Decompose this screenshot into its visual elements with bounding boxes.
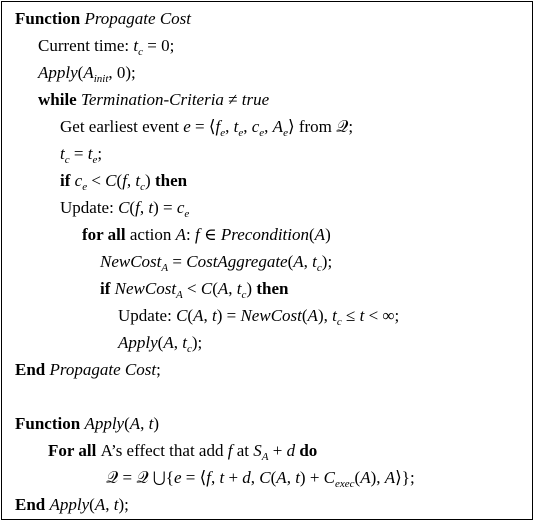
line-segment: e bbox=[259, 127, 265, 139]
line-segment: for all bbox=[82, 225, 130, 244]
line-segment: ) bbox=[145, 171, 155, 190]
line-segment: ( bbox=[354, 468, 361, 487]
line-segment: Propagate Cost bbox=[84, 9, 192, 28]
line-segment: ( bbox=[129, 198, 136, 217]
line-segment: Update: bbox=[118, 306, 177, 325]
line-segment: t bbox=[236, 279, 242, 298]
line-segment: : bbox=[186, 225, 196, 244]
line-segment: if bbox=[100, 279, 115, 298]
line-segment: , bbox=[228, 279, 237, 298]
line-segment: < bbox=[87, 171, 106, 190]
line-segment: < ∞; bbox=[364, 306, 400, 325]
line-segment: = bbox=[69, 144, 88, 163]
line-segment: f bbox=[195, 225, 200, 244]
line-segment: ( bbox=[287, 252, 294, 271]
line-segment: f bbox=[135, 198, 140, 217]
line-segment: For all bbox=[48, 441, 101, 460]
line-update-cost bbox=[60, 198, 189, 218]
line-segment: t bbox=[312, 252, 317, 271]
line-segment: ( bbox=[116, 171, 123, 190]
line-segment: ), bbox=[317, 306, 333, 325]
line-end-apply bbox=[15, 495, 129, 515]
line-for-all-effects bbox=[48, 441, 317, 461]
line-segment: C bbox=[105, 171, 117, 190]
line-tc-equals-te bbox=[60, 144, 102, 164]
line-segment: , bbox=[225, 117, 234, 136]
line-segment: ); bbox=[118, 495, 129, 514]
line-segment: then bbox=[154, 171, 188, 190]
line-if-newcost bbox=[100, 279, 288, 299]
line-segment: = 0; bbox=[143, 36, 175, 55]
line-segment: C bbox=[259, 468, 271, 487]
line-segment: ( bbox=[187, 306, 194, 325]
line-segment: Apply bbox=[84, 414, 125, 433]
line-segment: A bbox=[261, 451, 269, 463]
line-segment: e bbox=[220, 127, 226, 139]
line-segment: ; bbox=[156, 360, 161, 379]
line-segment: = bbox=[118, 468, 137, 487]
line-segment: do bbox=[295, 441, 318, 460]
line-segment: t bbox=[87, 144, 93, 163]
line-segment: t bbox=[219, 468, 225, 487]
line-segment: t bbox=[359, 306, 365, 325]
line-segment: Propagate Cost bbox=[49, 360, 157, 379]
line-segment: c bbox=[186, 343, 192, 355]
line-segment: t bbox=[332, 306, 337, 325]
line-segment: A bbox=[163, 333, 174, 352]
line-segment: , bbox=[126, 171, 136, 190]
line-segment: c bbox=[176, 198, 185, 217]
line-while bbox=[38, 90, 269, 110]
line-segment: d bbox=[286, 441, 296, 460]
line-newcost-assign bbox=[100, 252, 332, 272]
line-segment: ≠ bbox=[223, 90, 242, 109]
line-segment: = ⟨ bbox=[181, 468, 207, 487]
line-queue-union bbox=[106, 468, 415, 488]
line-segment: e bbox=[238, 127, 244, 139]
line-segment: Get earliest event bbox=[60, 117, 184, 136]
line-segment: ; bbox=[97, 144, 103, 163]
line-segment: t bbox=[233, 117, 239, 136]
line-segment: ) = bbox=[153, 198, 177, 217]
line-segment: c bbox=[74, 171, 83, 190]
line-segment: c bbox=[64, 154, 70, 166]
line-segment: ( bbox=[124, 414, 130, 433]
line-segment: , bbox=[173, 333, 183, 352]
line-segment: ( bbox=[157, 333, 164, 352]
line-segment: A bbox=[314, 225, 326, 244]
line-segment: t bbox=[60, 144, 65, 163]
line-segment: C bbox=[176, 306, 188, 325]
line-get-earliest-event bbox=[60, 117, 353, 137]
line-segment: c bbox=[241, 289, 247, 301]
line-apply-init bbox=[38, 63, 136, 83]
line-if-ce bbox=[60, 171, 187, 191]
line-segment: , bbox=[286, 468, 296, 487]
line-segment: , bbox=[243, 117, 252, 136]
line-segment: ) bbox=[325, 225, 331, 244]
line-segment: f bbox=[215, 117, 221, 136]
line-segment: , bbox=[140, 414, 149, 433]
line-segment: e bbox=[283, 127, 288, 139]
line-segment: NewCost bbox=[100, 252, 162, 271]
line-segment: t bbox=[182, 333, 187, 352]
line-segment: End bbox=[15, 495, 50, 514]
line-segment: e bbox=[183, 117, 191, 136]
line-segment: S bbox=[253, 441, 262, 460]
line-segment: d bbox=[242, 468, 251, 487]
algorithm-box bbox=[1, 1, 533, 520]
line-segment: 𝒬 bbox=[336, 117, 349, 136]
line-segment: ∈ bbox=[199, 225, 221, 244]
line-segment: 𝒬 bbox=[136, 468, 149, 487]
line-segment: exec bbox=[335, 478, 355, 490]
line-segment: at bbox=[232, 441, 254, 460]
line-segment: , bbox=[250, 468, 260, 487]
line-segment: c bbox=[140, 181, 146, 193]
line-segment: while bbox=[38, 90, 81, 109]
line-segment: A bbox=[276, 468, 287, 487]
line-segment: Apply bbox=[118, 333, 158, 352]
line-segment: Current time: bbox=[38, 36, 134, 55]
line-for-all-action bbox=[82, 225, 331, 245]
line-segment: A bbox=[175, 225, 187, 244]
line-end-propagate-cost bbox=[15, 360, 161, 380]
line-segment: ); bbox=[321, 252, 333, 271]
line-segment: ( bbox=[89, 495, 95, 514]
line-segment: Apply bbox=[49, 495, 90, 514]
line-segment: ), bbox=[370, 468, 385, 487]
line-segment: A bbox=[217, 279, 229, 298]
line-segment: ( bbox=[301, 306, 308, 325]
line-segment: 𝒬 bbox=[106, 468, 119, 487]
line-segment: A bbox=[307, 306, 318, 325]
line-segment: action bbox=[129, 225, 176, 244]
line-segment: t bbox=[295, 468, 300, 487]
line-segment: ( bbox=[212, 279, 218, 298]
line-segment: A bbox=[272, 117, 284, 136]
line-segment: , bbox=[210, 468, 220, 487]
line-segment: A bbox=[129, 414, 141, 433]
line-segment: C bbox=[323, 468, 336, 487]
line-segment: f bbox=[206, 468, 211, 487]
line-segment: , bbox=[105, 495, 114, 514]
line-segment: Function bbox=[15, 9, 85, 28]
line-segment: ( bbox=[77, 63, 84, 82]
line-update-newcost bbox=[118, 306, 399, 326]
line-segment: ; bbox=[348, 117, 354, 136]
line-segment: + bbox=[224, 468, 243, 487]
line-segment: A bbox=[83, 63, 94, 82]
line-segment: f bbox=[227, 441, 233, 460]
line-segment: A’s effect that add bbox=[100, 441, 228, 460]
line-segment: t bbox=[133, 36, 139, 55]
line-segment: ); bbox=[191, 333, 203, 352]
line-segment: ( bbox=[309, 225, 315, 244]
line-function-propagate-cost bbox=[15, 9, 191, 29]
line-segment: ) bbox=[153, 414, 160, 433]
line-segment: NewCost bbox=[240, 306, 302, 325]
line-segment: init bbox=[93, 73, 109, 85]
line-segment: A bbox=[384, 468, 396, 487]
line-segment: ( bbox=[270, 468, 277, 487]
line-apply-tc bbox=[118, 333, 202, 353]
line-segment: ⟩}; bbox=[395, 468, 415, 487]
line-segment: c bbox=[336, 316, 342, 328]
line-segment: A bbox=[161, 262, 169, 274]
line-segment: ) = bbox=[216, 306, 241, 325]
line-segment: e bbox=[184, 208, 190, 220]
line-segment: c bbox=[316, 262, 322, 274]
line-segment: , bbox=[203, 306, 212, 325]
line-segment: ⋃{ bbox=[148, 468, 174, 487]
line-segment: , 0); bbox=[108, 63, 136, 82]
line-segment: , bbox=[264, 117, 273, 136]
line-segment: Precondition bbox=[220, 225, 309, 244]
line-segment: ≤ bbox=[341, 306, 360, 325]
line-segment: A bbox=[360, 468, 371, 487]
line-segment: t bbox=[148, 414, 154, 433]
line-segment: = bbox=[168, 252, 187, 271]
line-segment: A bbox=[193, 306, 204, 325]
line-segment: ) bbox=[246, 279, 257, 298]
line-segment: ) + bbox=[299, 468, 324, 487]
line-segment: = ⟨ bbox=[190, 117, 216, 136]
line-segment: + bbox=[268, 441, 287, 460]
line-segment: NewCost bbox=[114, 279, 177, 298]
line-segment: f bbox=[122, 171, 127, 190]
line-segment: Function bbox=[15, 414, 85, 433]
line-segment: , bbox=[139, 198, 149, 217]
line-segment: t bbox=[211, 306, 217, 325]
line-segment: c bbox=[138, 46, 143, 58]
line-segment: CostAggregate bbox=[186, 252, 288, 271]
line-segment: Update: bbox=[60, 198, 119, 217]
line-function-apply bbox=[15, 414, 159, 434]
line-segment: A bbox=[94, 495, 106, 514]
line-segment: C bbox=[118, 198, 130, 217]
line-current-time bbox=[38, 36, 174, 56]
line-segment: C bbox=[200, 279, 213, 298]
line-segment: e bbox=[92, 154, 98, 166]
line-segment: Apply bbox=[38, 63, 78, 82]
line-segment: t bbox=[135, 171, 141, 190]
line-segment: ⟩ from bbox=[287, 117, 337, 136]
line-segment: , bbox=[303, 252, 313, 271]
line-segment: true bbox=[241, 90, 270, 109]
line-segment: e bbox=[82, 181, 88, 193]
line-segment: then bbox=[256, 279, 289, 298]
line-segment: if bbox=[60, 171, 75, 190]
line-segment: A bbox=[293, 252, 304, 271]
line-segment: e bbox=[173, 468, 182, 487]
line-segment: < bbox=[182, 279, 201, 298]
line-segment: t bbox=[113, 495, 119, 514]
line-segment: A bbox=[176, 289, 183, 301]
line-segment: t bbox=[148, 198, 154, 217]
line-segment: Termination-Criteria bbox=[80, 90, 224, 109]
line-segment: End bbox=[15, 360, 50, 379]
line-segment: c bbox=[251, 117, 260, 136]
